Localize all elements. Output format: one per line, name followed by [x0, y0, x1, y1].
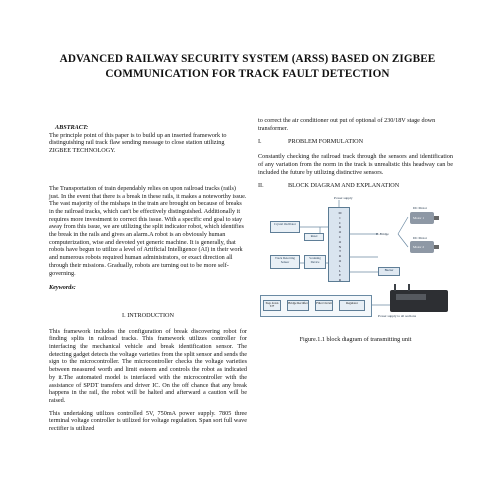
abstract-text: The principle point of this paper is to build up an inserted framework to distinguishing rail track flaw sending message to close station utilizing ZIGBEE TECHNOLOGY.: [49, 131, 227, 155]
motor-1-tag: Motor 1: [413, 215, 425, 220]
section-3-label: BLOCK DIAGRAM AND EXPLANATION: [288, 182, 400, 190]
intro-paragraph-1: This framework includes the configuration of break discovering robot for finding splits in railroad tracks. This framework utilizes controller for interfacing the mechanical vehicle and break identification sensor. The detecting gadget detects the voltage varieties from the split sensor and sends the sign to the microcontroller. The microcontroller checks the voltage varieties between measured worth and limit esteem and controls the robot as indicated by it.The automated model is interfaced with the microcontroller with the assistance of SPDT transfers and driver IC. On the off chance that any break happens in the rail, the robot will be halted and afterward a caution will be raised.: [49, 327, 247, 404]
microcontroller-letter: M: [338, 210, 342, 215]
microcontroller-letter: I: [339, 215, 341, 220]
microcontroller-letter: T: [338, 249, 342, 254]
right-column: [258, 117, 453, 344]
filter-circuit-block: Filter Circuit: [315, 300, 333, 311]
section-2-label: PROBLEM FORMULATION: [288, 138, 364, 146]
dc-motor-2-label: DC Motor: [413, 235, 428, 240]
step-down-block: Step down T/F: [263, 300, 281, 311]
microcontroller-letter: C: [338, 220, 342, 225]
figure-caption: Figure.1.1 block diagram of transmitting unit: [299, 335, 412, 343]
antenna-right: [408, 284, 410, 291]
section-2-text: Constantly checking the railroad track through the sensors and identification of any variation from the norm in the track is unrealistic this headway can be included the future by utilizing distinctive sensors.: [258, 153, 453, 176]
abstract-heading: ABSTRACT:: [55, 124, 89, 131]
intro-paragraph-2: This undertaking utilizes controlled 5V, 750mA power supply. 7805 three terminal voltage controller is utilized for voltage regulation. Span sort full wave rectifier is utilized: [49, 409, 247, 433]
dc-motor-1-label: DC Motor: [413, 205, 428, 210]
section-2-heading: [258, 138, 453, 146]
microcontroller-block: [328, 207, 350, 282]
body-paragraph: The Transportation of train dependably relies on upon railroad tracks (rails) just. In the event that there is a break in these rails, it makes a noteworthy issue. The vast majority of the mishaps in the train are brought on because of breaks in the railroad tracks, which can't be effectively distinguished. Additionally it requires more investment to correct this issue. With a specific end goal to stay away from this issue, we are utilizing the split indicator robot, which identifies the break in the rails and gives an alarm.A robot is an obviously human computerization, wise and devoted yet generic machine. It is generally, that robots have begun to utilize a level of Artificial Intelligence (AI) in their work and numerous robots required human administrators, or exact direction all through their missions. Gradually, robots are turning out to be more self-governing.: [49, 184, 247, 277]
microcontroller-letter: R: [338, 278, 342, 283]
microcontroller-letter: R: [338, 254, 342, 259]
microcontroller-letter: O: [338, 239, 342, 244]
left-column: [49, 124, 247, 433]
microcontroller-letter: O: [338, 230, 342, 235]
track-sensor-block: Track Detecting Sensor: [270, 255, 300, 269]
power-note-label: Power supply to all sections: [378, 313, 417, 318]
power-supply-label: Power supply: [334, 195, 353, 200]
section-3-heading: [258, 182, 453, 190]
zigbee-module-image: [390, 290, 448, 312]
block-diagram-figure: [258, 197, 453, 332]
crystal-oscillator-block: Crystal Oscillator: [270, 221, 300, 233]
right-continuation: to correct the air conditioner out put of optional of 230/18V stage down transformer.: [258, 117, 436, 132]
bridge-rectifier-block: Bridge Rectifier: [287, 300, 309, 311]
microcontroller-letter: R: [338, 225, 342, 230]
section-3-number: II.: [258, 182, 264, 190]
microcontroller-letter: N: [338, 244, 342, 249]
motor-2-tag: Motor 2: [413, 244, 425, 249]
microcontroller-letter: L: [338, 263, 342, 268]
section-2-number: I.: [258, 138, 262, 146]
keywords-heading: Keywords:: [49, 284, 76, 292]
paper-title: ADVANCED RAILWAY SECURITY SYSTEM (ARSS) BASED ON ZIGBEE COMMUNICATION FOR TRACK FAULT DETECTION: [59, 53, 436, 80]
buzzer-block: Buzzer: [378, 267, 400, 276]
regulator-block: Regulator: [339, 300, 365, 311]
reset-block: Reset: [304, 233, 324, 241]
microcontroller-letter: E: [338, 273, 342, 278]
scanning-device-block: Scanning Device: [304, 255, 326, 269]
intro-heading: I. INTRODUCTION: [122, 311, 174, 319]
power-supply-chain: [260, 295, 372, 317]
antenna-left: [394, 284, 396, 291]
driver-label: H-Bridge: [376, 231, 389, 236]
microcontroller-letter: O: [338, 258, 342, 263]
microcontroller-letter: C: [338, 234, 342, 239]
microcontroller-letter: L: [338, 268, 342, 273]
